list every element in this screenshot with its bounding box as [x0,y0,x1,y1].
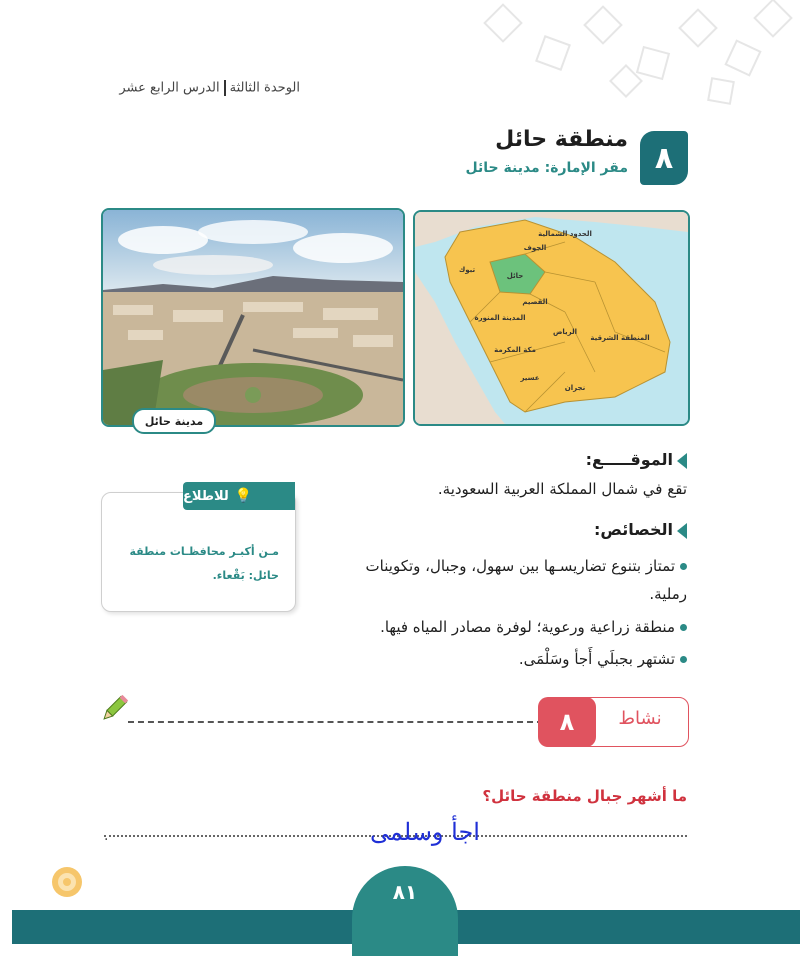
photo-caption: مدينة حائل [132,408,216,434]
answer-end-dot: . [104,828,109,844]
map-label-qassim: القصيم [522,298,548,306]
feature-item-2 [380,618,687,636]
info-tab-label: للاطلاع [183,488,229,504]
page-title: منطقة حائل [495,127,628,152]
ministry-logo-icon [50,865,84,899]
features-heading-text: الخصائص: [593,520,673,539]
info-text-line2: حائل: بَقْعاء. [212,569,279,582]
map-label-najran: نجران [564,384,586,392]
activity-number: ٨ [538,697,596,747]
map-label-hail: حائل [506,272,524,280]
handwritten-answer: اجأ وسلمى [370,818,480,846]
lightbulb-icon: 💡 [234,488,253,504]
bullet-icon [680,656,687,663]
location-heading-text: الموقـــــع: [585,450,673,469]
map-label-asir: عسير [520,374,540,382]
pencil-icon [98,693,130,725]
location-text: تقع في شمال المملكة العربية السعودية. [437,480,687,498]
info-tab [183,482,295,510]
saudi-map [413,210,690,426]
city-illustration [103,210,403,425]
map-label-jouf: الجوف [523,244,547,252]
breadcrumb-unit: الوحدة الثالثة [229,80,300,96]
city-photo [101,208,405,427]
lesson-number-badge: ٨ [640,131,688,185]
feature-item-1-text: تمتاز بتنوع تضاريسـها بين سهول، وجبال، وتكوينات رملية. [365,557,687,603]
chevron-left-icon [677,523,687,539]
feature-item-1 [327,552,687,608]
breadcrumb [119,80,300,96]
breadcrumb-lesson: الدرس الرابع عشر [119,80,220,96]
page-number: ٨١ [392,880,418,904]
feature-item-3-text: تشتهر بجبلَي أَجأ وسَلْمَى. [518,650,675,668]
feature-item-3 [519,650,687,668]
map-label-riyadh: الرياض [552,328,578,336]
page-subtitle: مقر الإمارة: مدينة حائل [465,160,628,176]
map-label-northern: الحدود الشمالية [538,230,592,238]
map-label-eastern: المنطقة الشرقية [590,334,650,342]
chevron-left-icon [677,453,687,469]
map-label-madinah: المدينة المنورة [474,314,526,322]
location-heading [586,450,687,469]
features-heading [594,520,687,539]
activity-label: نشاط [618,708,662,729]
decorative-pattern [470,0,800,110]
breadcrumb-separator [224,80,226,96]
info-text-line1: مـن أكبـر محافظـات منطقة [129,545,279,558]
info-text [109,540,279,588]
bullet-icon [680,563,687,570]
map-label-tabuk: تبوك [458,266,476,274]
map-illustration [415,212,688,424]
bullet-icon [680,624,687,631]
map-label-makkah: مكة المكرمة [494,346,536,354]
activity-dash-line [128,721,543,723]
question-text: ما أشهر جبال منطقة حائل؟ [482,787,687,805]
feature-item-2-text: منطقة زراعية ورعوية؛ لوفرة مصادر المياه فيها. [380,618,675,636]
